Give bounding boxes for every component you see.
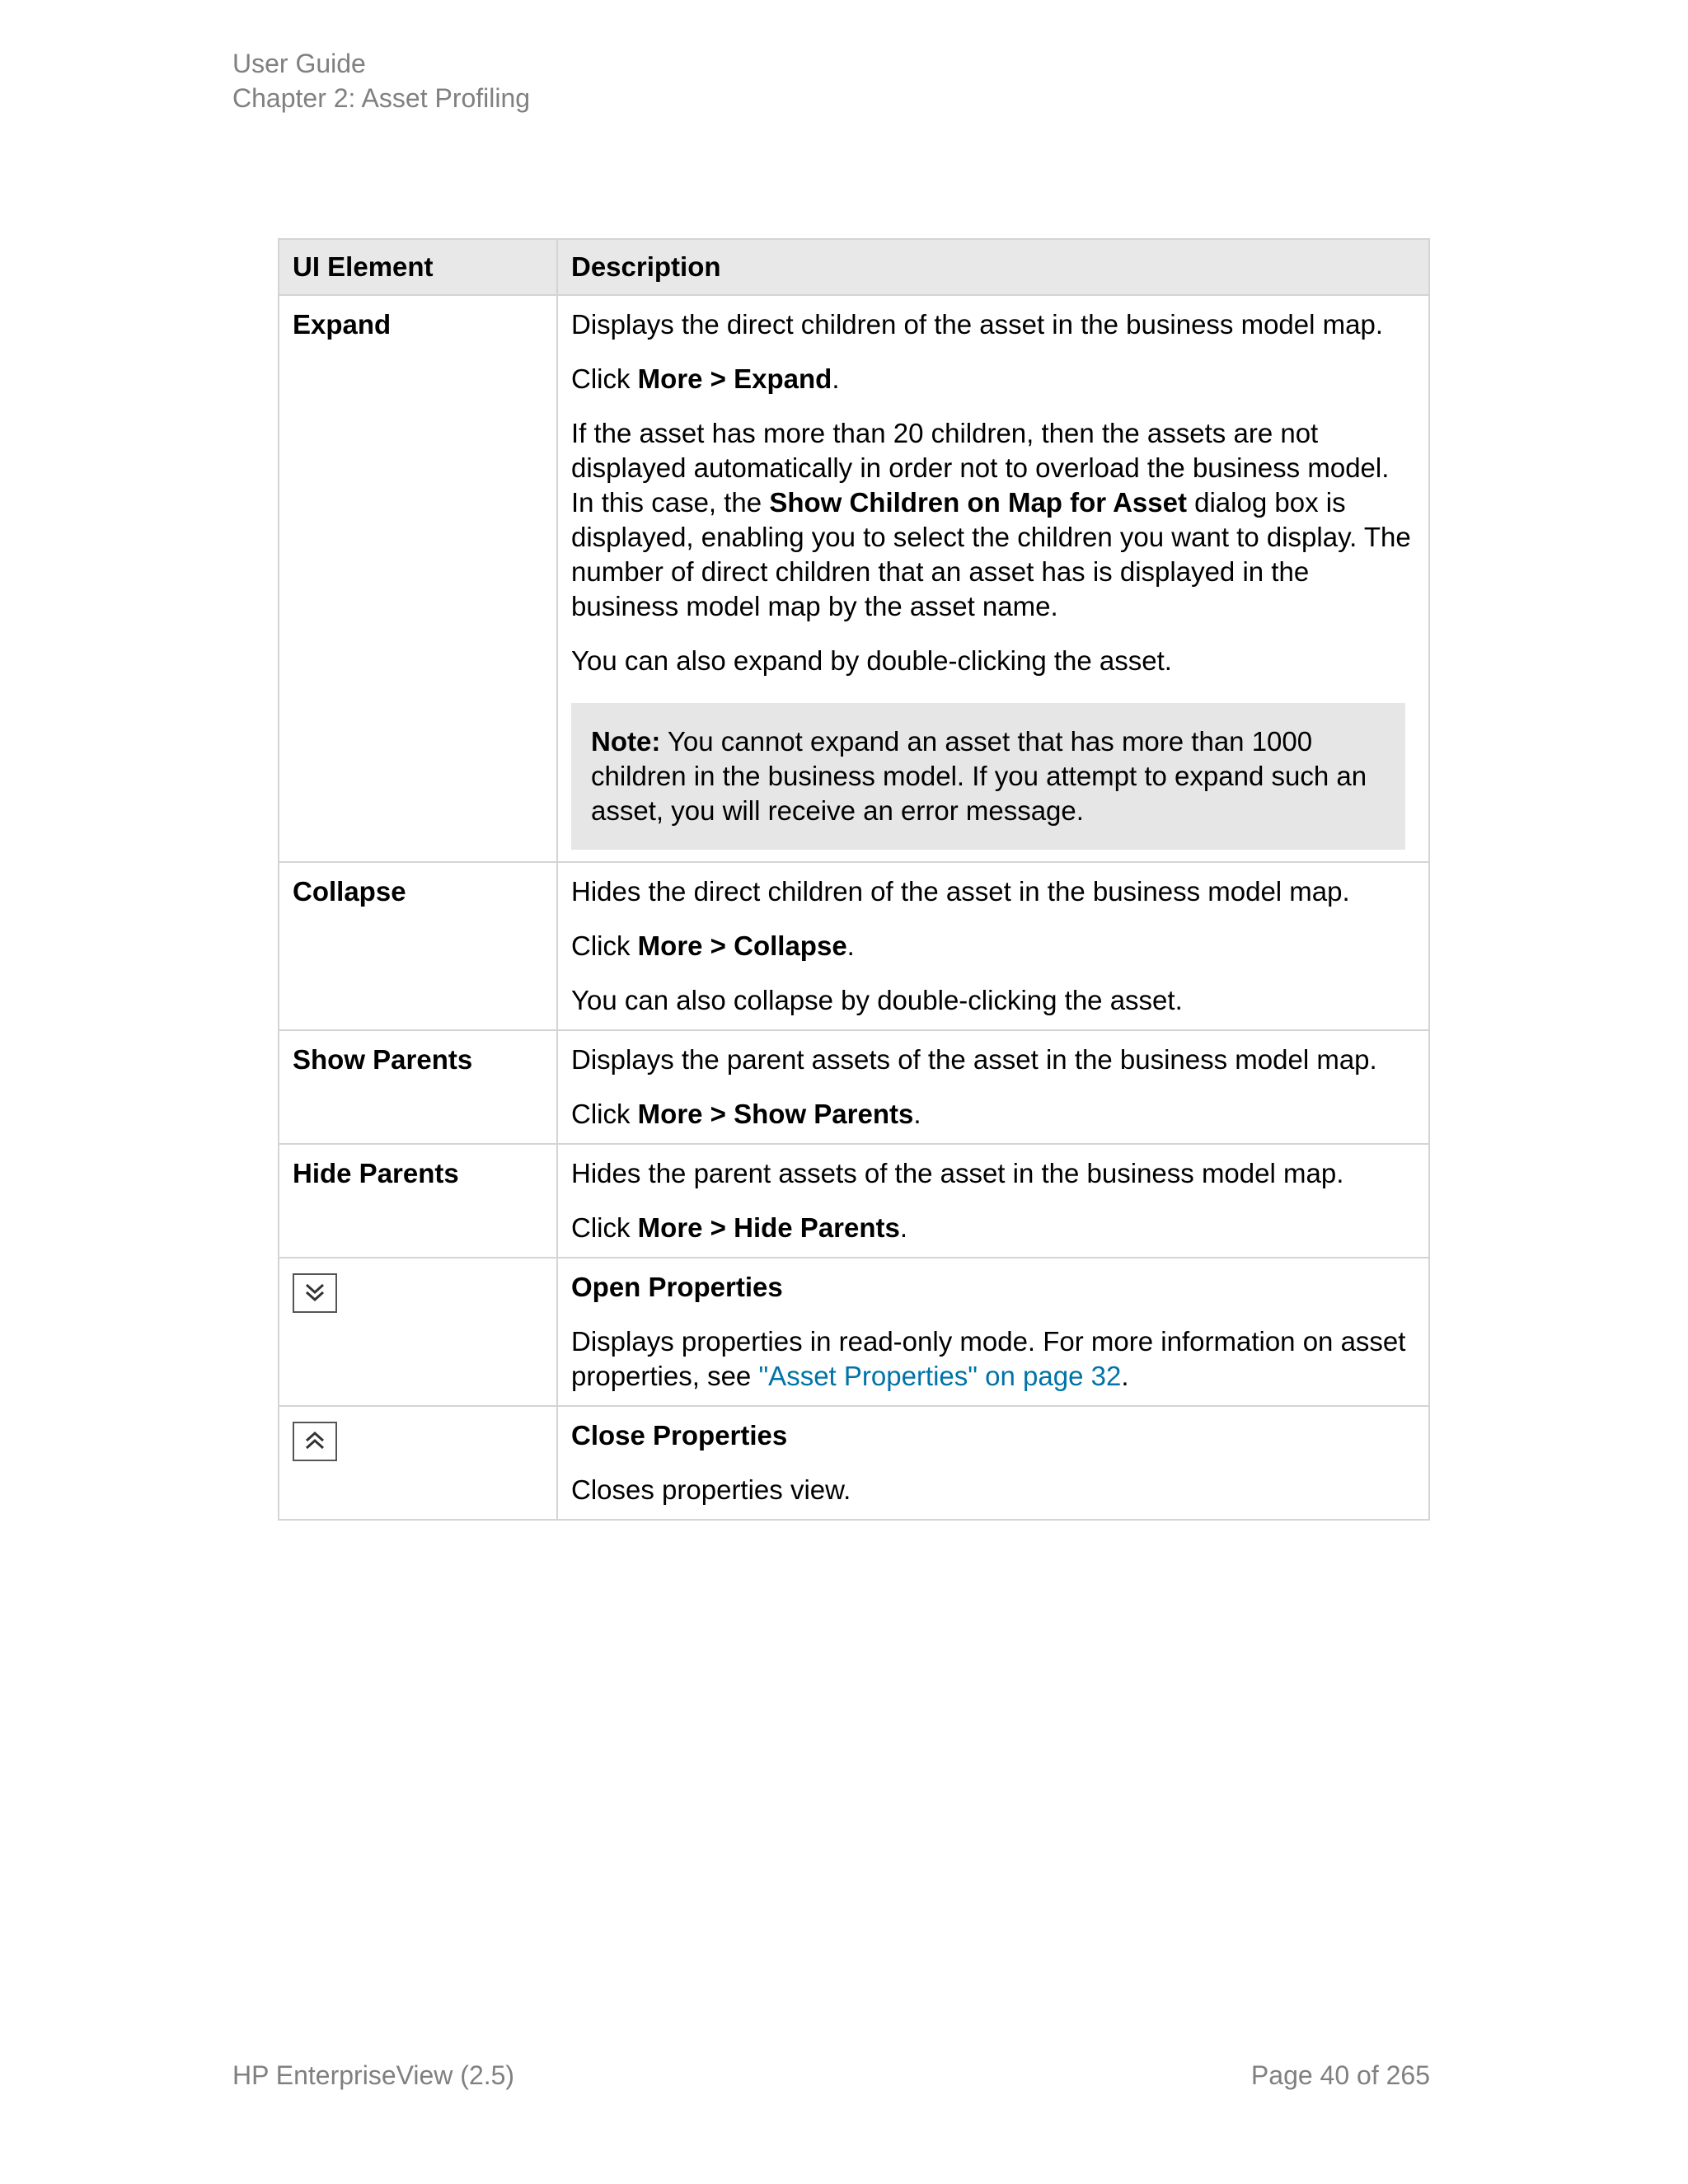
hide-parents-description: Hides the parent assets of the asset in the business model map.: [571, 1158, 1344, 1188]
menu-path: More > Show Parents: [637, 1099, 914, 1129]
element-icon-cell-close-properties: [279, 1406, 557, 1520]
footer-page-number: Page 40 of 265: [1250, 2060, 1430, 2090]
hide-parents-click-instruction: [571, 1211, 1415, 1245]
collapse-click-instruction: [571, 929, 1415, 963]
paragraph-text: Displays properties in read-only mode. For more information on asset properties, see: [571, 1326, 1406, 1391]
description-collapse: [557, 862, 1429, 1030]
click-prefix: Click: [571, 930, 638, 961]
click-suffix: .: [832, 363, 840, 394]
table-row-show-parents: [279, 1030, 1429, 1144]
description-open-properties: [557, 1258, 1429, 1406]
running-header: [232, 46, 530, 115]
show-parents-description: Displays the parent assets of the asset in the business model map.: [571, 1044, 1377, 1075]
note-label: Note:: [591, 726, 661, 757]
click-prefix: Click: [571, 1099, 638, 1129]
header-guide-title: User Guide: [232, 49, 366, 78]
description-show-parents: [557, 1030, 1429, 1144]
click-suffix: .: [846, 930, 855, 961]
header-chapter-title: Chapter 2: Asset Profiling: [232, 83, 531, 113]
menu-path: More > Expand: [637, 363, 832, 394]
expand-description: Displays the direct children of the asset in the business model map.: [571, 309, 1384, 340]
paragraph-text: .: [1121, 1361, 1129, 1391]
open-properties-button: [293, 1273, 337, 1313]
element-name-collapse: Collapse: [279, 862, 557, 1030]
footer-product: HP EnterpriseView (2.5): [232, 2060, 515, 2090]
show-parents-click-instruction: [571, 1097, 1415, 1132]
expand-children-paragraph: [571, 416, 1415, 624]
column-header-description: Description: [557, 239, 1429, 295]
description-expand: [557, 295, 1429, 862]
ui-element-table: [278, 238, 1430, 1521]
collapse-double-click-hint: You can also collapse by double-clicking the asset.: [571, 985, 1183, 1015]
close-properties-description: Closes properties view.: [571, 1474, 851, 1505]
expand-click-instruction: [571, 362, 1415, 396]
element-name-hide-parents: Hide Parents: [279, 1144, 557, 1258]
menu-path: More > Hide Parents: [637, 1212, 900, 1243]
description-close-properties: [557, 1406, 1429, 1520]
click-prefix: Click: [571, 1212, 638, 1243]
description-hide-parents: [557, 1144, 1429, 1258]
menu-path: More > Collapse: [637, 930, 847, 961]
column-header-ui-element: UI Element: [279, 239, 557, 295]
table-row-close-properties: [279, 1406, 1429, 1520]
paragraph-text: If the asset has more than 20 children, then the assets are not displayed automatically in order not to overload the business model. In this case, the: [571, 418, 1390, 518]
table-row-hide-parents: [279, 1144, 1429, 1258]
element-icon-cell-open-properties: [279, 1258, 557, 1406]
asset-properties-link[interactable]: "Asset Properties" on page 32: [758, 1361, 1122, 1391]
note-text: You cannot expand an asset that has more than 1000 children in the business model. If you attempt to expand such an asset, you will receive an error message.: [591, 726, 1367, 826]
open-properties-description: [571, 1324, 1415, 1394]
double-chevron-down-icon: [303, 1282, 326, 1305]
collapse-description: Hides the direct children of the asset in the business model map.: [571, 876, 1350, 907]
close-properties-button: [293, 1422, 337, 1461]
click-prefix: Click: [571, 363, 638, 394]
dialog-name: Show Children on Map for Asset: [769, 487, 1187, 518]
element-name-expand: Expand: [279, 295, 557, 862]
paragraph-text: dialog box is displayed, enabling you to select the children you want to display. The number of direct children that an asset has is displayed in the business model map by the asset name.: [571, 487, 1411, 621]
expand-double-click-hint: You can also expand by double-clicking the asset.: [571, 645, 1172, 676]
element-name-show-parents: Show Parents: [279, 1030, 557, 1144]
close-properties-title: Close Properties: [571, 1420, 788, 1451]
open-properties-title: Open Properties: [571, 1272, 783, 1302]
note-box: [571, 703, 1405, 850]
table-row-expand: [279, 295, 1429, 862]
double-chevron-up-icon: [303, 1430, 326, 1453]
click-suffix: .: [899, 1212, 908, 1243]
table-row-open-properties: [279, 1258, 1429, 1406]
table-header-row: [279, 239, 1429, 295]
table-row-collapse: [279, 862, 1429, 1030]
click-suffix: .: [913, 1099, 921, 1129]
